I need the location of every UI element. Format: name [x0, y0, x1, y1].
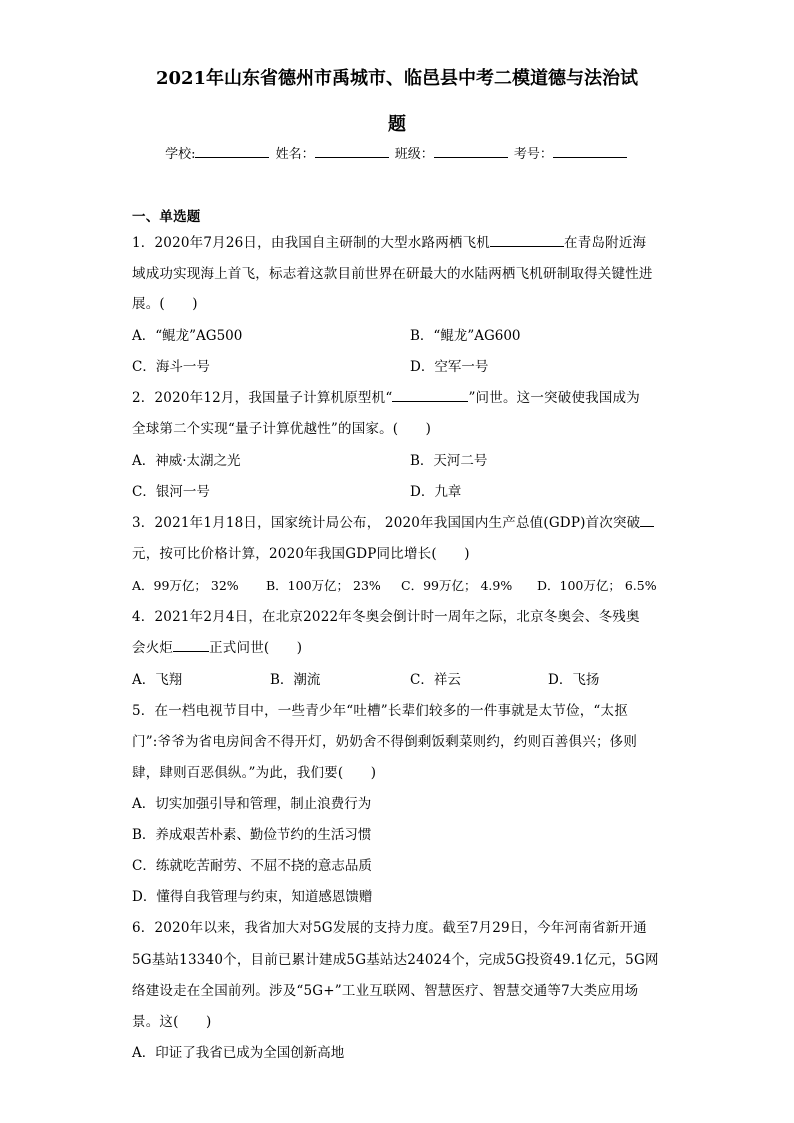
section-heading: 一、单选题 — [132, 209, 201, 225]
exam-number-label: 考号： — [513, 147, 553, 162]
q1-answer-blank — [490, 233, 564, 247]
q3-option-a: A．99万亿； 32% — [132, 578, 239, 593]
q2-option-c: C．银河一号 — [132, 484, 210, 500]
q5-stem-line-3: 肆，肆则百恶俱纵。”为此，我们要( ) — [132, 765, 377, 781]
q2-stem-text-b: ”问世。这一突破使我国成为 — [468, 390, 640, 406]
q5-stem-line-2: 门”:爷爷为省电房间舍不得开灯，奶奶舍不得倒剩饭剩菜则约，约则百善俱兴；侈则 — [132, 734, 638, 750]
q6-stem-line-1: 6．2020年以来，我省加大对5G发展的支持力度。截至7月29日，今年河南省新开通 — [132, 920, 647, 936]
q6-stem-line-4: 景。这( ) — [132, 1014, 212, 1030]
q1-stem-line-1 — [132, 233, 672, 253]
q3-answer-blank — [640, 513, 654, 527]
q3-stem-line-1 — [132, 513, 672, 533]
q6-option-a: A．印证了我省已成为全国创新高地 — [132, 1045, 345, 1061]
q1-stem-line-2: 域成功实现海上首飞，标志着这款目前世界在研最大的水陆两栖飞机研制取得关键性进 — [132, 266, 653, 282]
q5-option-d: D．懂得自我管理与约束，知道感恩馈赠 — [132, 889, 373, 905]
q6-stem-line-2: 5G基站13340个，目前已累计建成5G基站达24024个，完成5G投资49.1亿元，5G网 — [132, 952, 659, 968]
q4-option-c: C．祥云 — [410, 672, 461, 688]
q3-option-d: D．100万亿； 6.5% — [537, 578, 657, 593]
q4-stem-line-2 — [132, 638, 672, 658]
q4-stem-text-b: 正式问世( ) — [209, 640, 303, 656]
q3-stem-line-2: 元，按可比价格计算，2020年我国GDP同比增长( ) — [132, 546, 470, 562]
q3-option-b: B．100万亿； 23% — [266, 578, 381, 593]
q6-stem-line-3: 络建设走在全国前列。涉及“5G+”工业互联网、智慧医疗、智慧交通等7大类应用场 — [132, 983, 639, 999]
q2-stem-line-2: 全球第二个实现“量子计算优越性”的国家。( ) — [132, 421, 432, 437]
q1-option-b: B．“鲲龙”AG600 — [410, 328, 521, 344]
q1-option-a: A．“鲲龙”AG500 — [132, 328, 243, 344]
q4-stem-line-1: 4．2021年2月4日，在北京2022年冬奥会倒计时一周年之际，北京冬奥会、冬残奥 — [132, 609, 640, 625]
q1-stem-text-b: 在青岛附近海 — [564, 235, 647, 251]
school-label: 学校: — [165, 147, 196, 162]
class-label: 班级： — [394, 147, 434, 162]
q5-option-c: C．练就吃苦耐劳、不屈不挠的意志品质 — [132, 858, 372, 874]
q1-stem-line-3: 展。( ) — [132, 296, 198, 312]
school-blank — [195, 145, 269, 158]
exam-title-line-1: 2021年山东省德州市禹城市、临邑县中考二模道德与法治试 — [155, 68, 639, 89]
q5-option-b: B．养成艰苦朴素、勤俭节约的生活习惯 — [132, 827, 372, 843]
q4-answer-blank — [173, 638, 209, 652]
q4-option-b: B．潮流 — [270, 672, 321, 688]
q1-option-c: C．海斗一号 — [132, 359, 210, 375]
q5-stem-line-1: 5．在一档电视节目中，一些青少年“吐槽”长辈们较多的一件事就是太节俭，“太抠 — [132, 703, 628, 719]
q2-option-d: D．九章 — [410, 484, 462, 500]
class-blank — [434, 145, 508, 158]
name-blank — [315, 145, 389, 158]
q4-stem-text-a: 会火炬 — [132, 640, 174, 656]
q1-option-d: D．空军一号 — [410, 359, 489, 375]
exam-number-blank — [553, 145, 627, 158]
name-label: 姓名： — [275, 147, 315, 162]
q2-option-a: A．神威·太湖之光 — [132, 453, 241, 469]
q2-stem-text-a: 2．2020年12月，我国量子计算机原型机“ — [132, 390, 393, 406]
q2-answer-blank — [392, 388, 468, 402]
q1-stem-text-a: 1．2020年7月26日，由我国自主研制的大型水路两栖飞机 — [132, 235, 491, 251]
q2-stem-line-1 — [132, 388, 672, 408]
q3-option-c: C．99万亿； 4.9% — [401, 578, 513, 593]
q3-stem-text: 3．2021年1月18日，国家统计局公布， 2020年我国国内生产总值(GDP)首次突破 — [132, 515, 641, 531]
student-info-row — [0, 145, 794, 164]
q4-option-a: A．飞翔 — [132, 672, 183, 688]
exam-title-line-2: 题 — [388, 114, 406, 135]
q2-option-b: B．天河二号 — [410, 453, 488, 469]
q5-option-a: A．切实加强引导和管理，制止浪费行为 — [132, 796, 372, 812]
q4-option-d: D．飞扬 — [548, 672, 600, 688]
